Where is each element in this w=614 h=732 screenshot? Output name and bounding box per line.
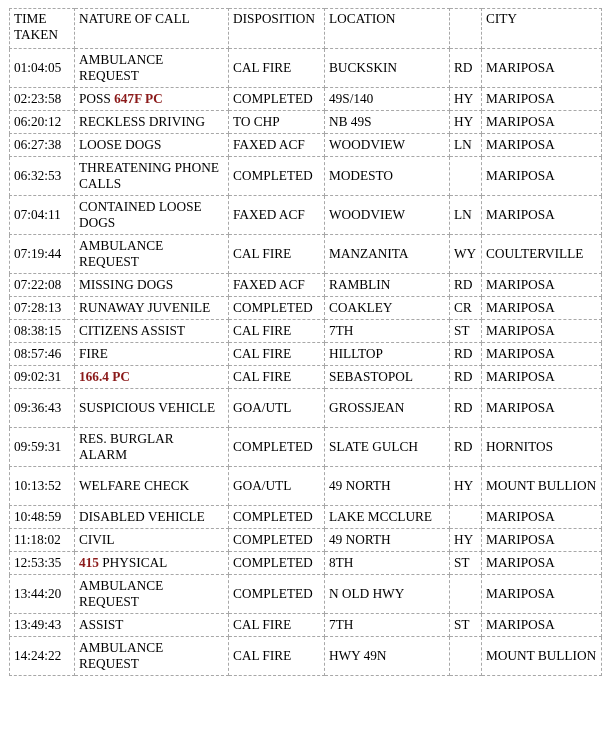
time-cell: 06:27:38 bbox=[10, 134, 75, 157]
nature-cell: CIVIL bbox=[75, 529, 229, 552]
disposition-cell: COMPLETED bbox=[229, 552, 325, 575]
header-disposition: DISPOSITION bbox=[229, 9, 325, 49]
disposition-cell: CAL FIRE bbox=[229, 320, 325, 343]
table-row bbox=[10, 134, 602, 157]
location-cell: 7TH bbox=[325, 320, 450, 343]
location-cell: N OLD HWY bbox=[325, 575, 450, 614]
table-row bbox=[10, 297, 602, 320]
city-cell: MARIPOSA bbox=[482, 506, 602, 529]
disposition-cell: COMPLETED bbox=[229, 157, 325, 196]
location-cell: SEBASTOPOL bbox=[325, 366, 450, 389]
nature-cell: AMBULANCE REQUEST bbox=[75, 235, 229, 274]
table-row bbox=[10, 366, 602, 389]
table-row bbox=[10, 467, 602, 506]
location-cell: 49S/140 bbox=[325, 88, 450, 111]
time-cell: 07:19:44 bbox=[10, 235, 75, 274]
nature-cell: RUNAWAY JUVENILE bbox=[75, 297, 229, 320]
time-cell: 12:53:35 bbox=[10, 552, 75, 575]
street-suffix-cell: LN bbox=[450, 134, 482, 157]
time-cell: 06:20:12 bbox=[10, 111, 75, 134]
call-log-table bbox=[9, 8, 602, 676]
location-cell: WOODVIEW bbox=[325, 196, 450, 235]
disposition-cell: CAL FIRE bbox=[229, 49, 325, 88]
time-cell: 09:59:31 bbox=[10, 428, 75, 467]
disposition-cell: GOA/UTL bbox=[229, 467, 325, 506]
table-row bbox=[10, 575, 602, 614]
street-suffix-cell: ST bbox=[450, 614, 482, 637]
disposition-cell: COMPLETED bbox=[229, 575, 325, 614]
header-time: TIME TAKEN bbox=[10, 9, 75, 49]
street-suffix-cell: RD bbox=[450, 428, 482, 467]
time-cell: 10:48:59 bbox=[10, 506, 75, 529]
header-nature: NATURE OF CALL bbox=[75, 9, 229, 49]
city-cell: MARIPOSA bbox=[482, 614, 602, 637]
nature-cell: ASSIST bbox=[75, 614, 229, 637]
nature-cell: DISABLED VEHICLE bbox=[75, 506, 229, 529]
nature-cell: FIRE bbox=[75, 343, 229, 366]
location-cell: HWY 49N bbox=[325, 637, 450, 676]
time-cell: 13:44:20 bbox=[10, 575, 75, 614]
penal-code: 415 bbox=[79, 555, 99, 570]
table-row bbox=[10, 428, 602, 467]
time-cell: 11:18:02 bbox=[10, 529, 75, 552]
time-cell: 08:57:46 bbox=[10, 343, 75, 366]
disposition-cell: CAL FIRE bbox=[229, 366, 325, 389]
nature-cell: AMBULANCE REQUEST bbox=[75, 637, 229, 676]
time-cell: 07:04:11 bbox=[10, 196, 75, 235]
table-row bbox=[10, 49, 602, 88]
city-cell: MARIPOSA bbox=[482, 320, 602, 343]
time-cell: 07:22:08 bbox=[10, 274, 75, 297]
city-cell: MARIPOSA bbox=[482, 529, 602, 552]
city-cell: MARIPOSA bbox=[482, 111, 602, 134]
call-log bbox=[9, 8, 602, 676]
location-cell: NB 49S bbox=[325, 111, 450, 134]
nature-cell: RES. BURGLAR ALARM bbox=[75, 428, 229, 467]
location-cell: WOODVIEW bbox=[325, 134, 450, 157]
city-cell: MOUNT BULLION bbox=[482, 637, 602, 676]
disposition-cell: COMPLETED bbox=[229, 506, 325, 529]
table-row bbox=[10, 196, 602, 235]
table-row bbox=[10, 88, 602, 111]
disposition-cell: CAL FIRE bbox=[229, 235, 325, 274]
street-suffix-cell: RD bbox=[450, 343, 482, 366]
location-cell: 8TH bbox=[325, 552, 450, 575]
nature-cell bbox=[75, 552, 229, 575]
disposition-cell: COMPLETED bbox=[229, 297, 325, 320]
location-cell: 7TH bbox=[325, 614, 450, 637]
time-cell: 07:28:13 bbox=[10, 297, 75, 320]
table-row bbox=[10, 614, 602, 637]
city-cell: MARIPOSA bbox=[482, 297, 602, 320]
location-cell: 49 NORTH bbox=[325, 467, 450, 506]
street-suffix-cell bbox=[450, 637, 482, 676]
time-cell: 09:36:43 bbox=[10, 389, 75, 428]
table-row bbox=[10, 637, 602, 676]
time-cell: 08:38:15 bbox=[10, 320, 75, 343]
table-row bbox=[10, 506, 602, 529]
disposition-cell: FAXED ACF bbox=[229, 134, 325, 157]
street-suffix-cell bbox=[450, 506, 482, 529]
city-cell: MARIPOSA bbox=[482, 196, 602, 235]
city-cell: HORNITOS bbox=[482, 428, 602, 467]
location-cell: LAKE MCCLURE bbox=[325, 506, 450, 529]
location-cell: BUCKSKIN bbox=[325, 49, 450, 88]
nature-cell: MISSING DOGS bbox=[75, 274, 229, 297]
table-row bbox=[10, 552, 602, 575]
disposition-cell: FAXED ACF bbox=[229, 274, 325, 297]
location-cell: RAMBLIN bbox=[325, 274, 450, 297]
street-suffix-cell: RD bbox=[450, 366, 482, 389]
city-cell: MARIPOSA bbox=[482, 552, 602, 575]
street-suffix-cell: WY bbox=[450, 235, 482, 274]
street-suffix-cell: LN bbox=[450, 196, 482, 235]
table-row bbox=[10, 343, 602, 366]
nature-cell: RECKLESS DRIVING bbox=[75, 111, 229, 134]
disposition-cell: CAL FIRE bbox=[229, 614, 325, 637]
city-cell: MARIPOSA bbox=[482, 274, 602, 297]
nature-cell: AMBULANCE REQUEST bbox=[75, 575, 229, 614]
location-cell: COAKLEY bbox=[325, 297, 450, 320]
nature-cell: CITIZENS ASSIST bbox=[75, 320, 229, 343]
city-cell: MARIPOSA bbox=[482, 575, 602, 614]
city-cell: MARIPOSA bbox=[482, 134, 602, 157]
street-suffix-cell bbox=[450, 575, 482, 614]
table-row bbox=[10, 389, 602, 428]
location-cell: HILLTOP bbox=[325, 343, 450, 366]
street-suffix-cell: RD bbox=[450, 274, 482, 297]
street-suffix-cell: HY bbox=[450, 111, 482, 134]
penal-code: 166.4 PC bbox=[79, 369, 130, 384]
city-cell: MARIPOSA bbox=[482, 389, 602, 428]
disposition-cell: COMPLETED bbox=[229, 88, 325, 111]
nature-cell: LOOSE DOGS bbox=[75, 134, 229, 157]
table-row bbox=[10, 529, 602, 552]
table-row bbox=[10, 235, 602, 274]
street-suffix-cell: RD bbox=[450, 49, 482, 88]
location-cell: GROSSJEAN bbox=[325, 389, 450, 428]
nature-text: POSS bbox=[79, 91, 115, 106]
disposition-cell: GOA/UTL bbox=[229, 389, 325, 428]
city-cell: MARIPOSA bbox=[482, 49, 602, 88]
disposition-cell: CAL FIRE bbox=[229, 343, 325, 366]
time-cell: 01:04:05 bbox=[10, 49, 75, 88]
nature-cell: WELFARE CHECK bbox=[75, 467, 229, 506]
table-row bbox=[10, 111, 602, 134]
disposition-cell: TO CHP bbox=[229, 111, 325, 134]
header-city: CITY bbox=[482, 9, 602, 49]
nature-text: PHYSICAL bbox=[98, 555, 168, 570]
location-cell: SLATE GULCH bbox=[325, 428, 450, 467]
city-cell: MARIPOSA bbox=[482, 157, 602, 196]
city-cell: MOUNT BULLION bbox=[482, 467, 602, 506]
city-cell: COULTERVILLE bbox=[482, 235, 602, 274]
nature-cell: SUSPICIOUS VEHICLE bbox=[75, 389, 229, 428]
street-suffix-cell bbox=[450, 157, 482, 196]
time-cell: 09:02:31 bbox=[10, 366, 75, 389]
nature-cell bbox=[75, 366, 229, 389]
city-cell: MARIPOSA bbox=[482, 366, 602, 389]
location-cell: MODESTO bbox=[325, 157, 450, 196]
nature-cell: THREATENING PHONE CALLS bbox=[75, 157, 229, 196]
street-suffix-cell: ST bbox=[450, 552, 482, 575]
street-suffix-cell: HY bbox=[450, 88, 482, 111]
disposition-cell: FAXED ACF bbox=[229, 196, 325, 235]
nature-cell bbox=[75, 88, 229, 111]
header-suffix bbox=[450, 9, 482, 49]
disposition-cell: COMPLETED bbox=[229, 529, 325, 552]
table-row bbox=[10, 157, 602, 196]
time-cell: 06:32:53 bbox=[10, 157, 75, 196]
city-cell: MARIPOSA bbox=[482, 88, 602, 111]
penal-code: 647F PC bbox=[114, 91, 163, 106]
time-cell: 10:13:52 bbox=[10, 467, 75, 506]
header-location: LOCATION bbox=[325, 9, 450, 49]
time-cell: 13:49:43 bbox=[10, 614, 75, 637]
street-suffix-cell: HY bbox=[450, 467, 482, 506]
street-suffix-cell: HY bbox=[450, 529, 482, 552]
table-row bbox=[10, 274, 602, 297]
table-row bbox=[10, 320, 602, 343]
city-cell: MARIPOSA bbox=[482, 343, 602, 366]
time-cell: 02:23:58 bbox=[10, 88, 75, 111]
disposition-cell: COMPLETED bbox=[229, 428, 325, 467]
street-suffix-cell: ST bbox=[450, 320, 482, 343]
header-row bbox=[10, 9, 602, 49]
street-suffix-cell: CR bbox=[450, 297, 482, 320]
location-cell: 49 NORTH bbox=[325, 529, 450, 552]
street-suffix-cell: RD bbox=[450, 389, 482, 428]
disposition-cell: CAL FIRE bbox=[229, 637, 325, 676]
nature-cell: AMBULANCE REQUEST bbox=[75, 49, 229, 88]
location-cell: MANZANITA bbox=[325, 235, 450, 274]
time-cell: 14:24:22 bbox=[10, 637, 75, 676]
nature-cell: CONTAINED LOOSE DOGS bbox=[75, 196, 229, 235]
